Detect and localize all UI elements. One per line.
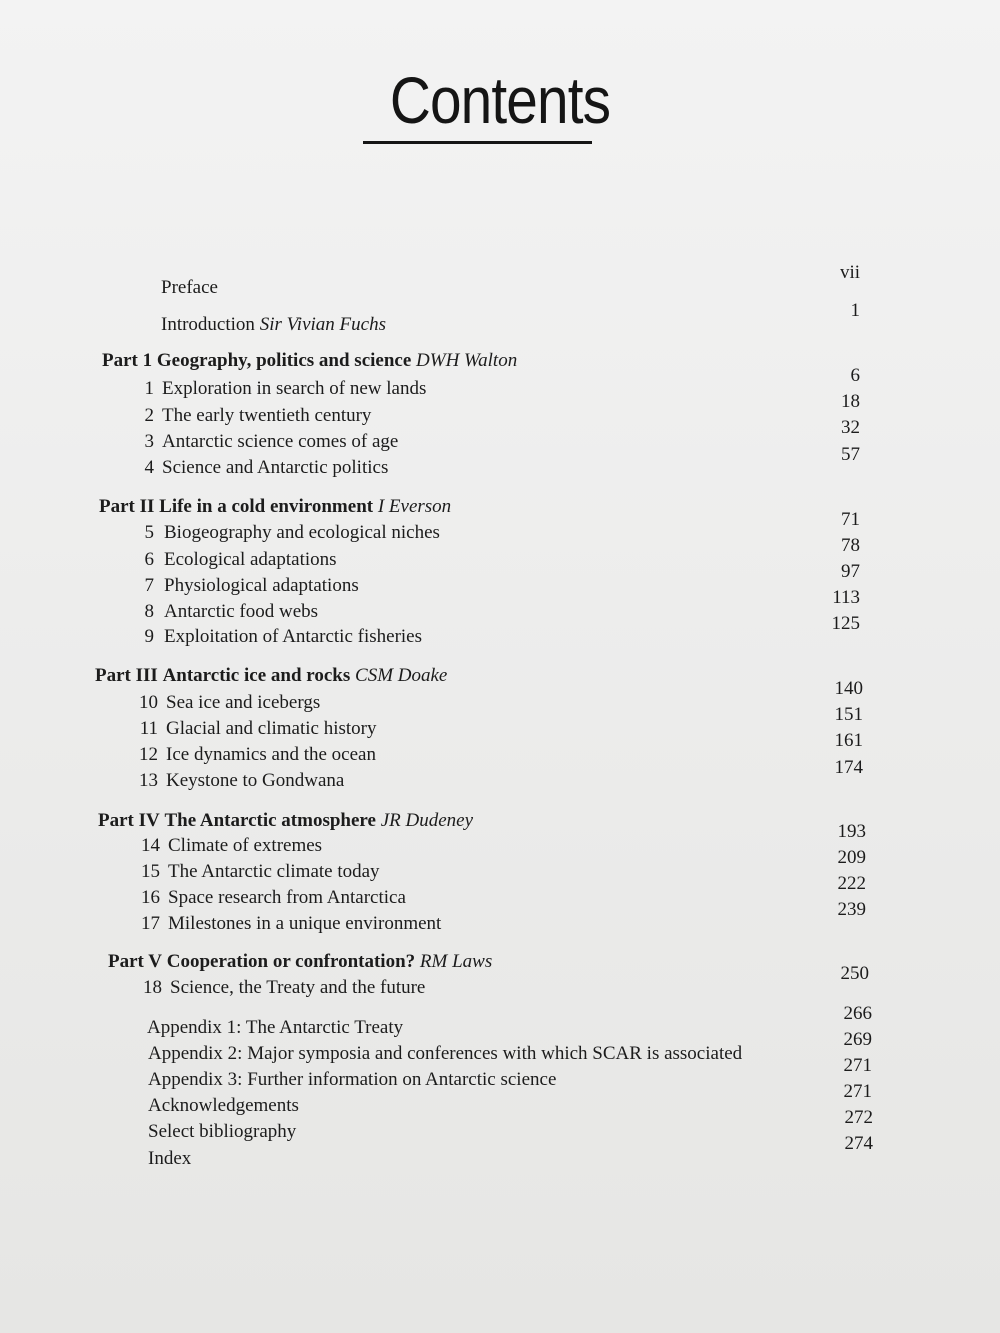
part-label: Part II <box>99 496 155 517</box>
entry-label: Index <box>148 1148 192 1169</box>
part-label: Part IV <box>98 810 160 831</box>
chapter-number: 17 <box>141 913 160 934</box>
toc-entry-appendix-1[interactable] <box>147 1015 403 1041</box>
page-number: 1 <box>850 300 860 321</box>
part-author: CSM Doake <box>355 665 448 686</box>
page-number: 174 <box>834 757 863 778</box>
chapter-title: Sea ice and icebergs <box>166 692 321 713</box>
chapter-title: Ecological adaptations <box>164 549 337 570</box>
page-number: 151 <box>834 704 863 725</box>
part-title: Geography, politics and science <box>156 350 412 371</box>
chapter-number: 18 <box>143 977 162 998</box>
chapter-number: 12 <box>139 744 158 765</box>
entry-label: Introduction <box>161 314 255 335</box>
page-number: 266 <box>843 1003 872 1024</box>
page-number: 71 <box>841 509 860 530</box>
chapter-number: 9 <box>144 626 154 647</box>
part-author: JR Dudeney <box>380 810 473 831</box>
title-underline <box>363 141 592 144</box>
part-label: Part III <box>95 665 158 686</box>
part-heading-2[interactable] <box>99 494 451 520</box>
part-label: Part 1 <box>102 350 153 371</box>
part-title: Antarctic ice and rocks <box>162 665 351 686</box>
part-heading-1[interactable] <box>102 348 517 374</box>
page-number: 271 <box>843 1081 872 1102</box>
part-label: Part V <box>108 951 162 972</box>
chapter-title: Space research from Antarctica <box>168 887 406 908</box>
page-number: 57 <box>841 444 860 465</box>
part-title: The Antarctic atmosphere <box>164 810 376 831</box>
part-author: RM Laws <box>419 951 493 972</box>
chapter-title: Antarctic science comes of age <box>162 431 399 452</box>
entry-label: Acknowledgements <box>148 1095 299 1116</box>
chapter-number: 2 <box>144 405 154 426</box>
toc-entry-appendix-2[interactable] <box>148 1041 742 1067</box>
page-number: 18 <box>841 391 860 412</box>
chapter-number: 11 <box>139 718 158 739</box>
page-number: 161 <box>834 730 863 751</box>
chapter-title: Milestones in a unique environment <box>168 913 442 934</box>
chapter-title: Keystone to Gondwana <box>166 770 345 791</box>
page-number: 274 <box>844 1133 873 1154</box>
page-number: 222 <box>837 873 866 894</box>
page-number: 269 <box>843 1029 872 1050</box>
entry-label: Preface <box>161 277 218 298</box>
chapter-number: 8 <box>144 601 154 622</box>
chapter-title: Exploration in search of new lands <box>162 378 427 399</box>
page-number: 140 <box>834 678 863 699</box>
entry-author: Sir Vivian Fuchs <box>259 314 386 335</box>
part-author: I Everson <box>377 496 452 517</box>
page-number: 250 <box>840 963 869 984</box>
page-number: 113 <box>832 587 860 608</box>
chapter-title: Antarctic food webs <box>164 601 319 622</box>
chapter-number: 10 <box>139 692 158 713</box>
part-title: Cooperation or confrontation? <box>166 951 416 972</box>
part-title: Life in a cold environment <box>159 496 374 517</box>
entry-label: Select bibliography <box>148 1121 297 1142</box>
entry-label: Appendix 2: Major symposia and conferences with which SCAR is associated <box>148 1043 743 1064</box>
page-number: 78 <box>841 535 860 556</box>
chapter-title: Ice dynamics and the ocean <box>166 744 376 765</box>
chapter-title: Science, the Treaty and the future <box>170 977 426 998</box>
page-number: 125 <box>831 613 860 634</box>
page-number: 6 <box>850 365 860 386</box>
toc-entry-bibliography[interactable] <box>148 1119 296 1145</box>
page-number: 209 <box>837 847 866 868</box>
chapter-number: 4 <box>144 457 154 478</box>
chapter-title: Climate of extremes <box>168 835 323 856</box>
chapter-number: 3 <box>144 431 154 452</box>
entry-label: Appendix 1: The Antarctic Treaty <box>147 1017 404 1038</box>
chapter-title: Science and Antarctic politics <box>162 457 389 478</box>
chapter-title: The early twentieth century <box>162 405 372 426</box>
toc-entry-index[interactable] <box>148 1146 191 1172</box>
page-title: Contents <box>389 63 611 137</box>
chapter-number: 15 <box>141 861 160 882</box>
chapter-title: Biogeography and ecological niches <box>164 522 440 543</box>
chapter-number: 16 <box>141 887 160 908</box>
chapter-title: Physiological adaptations <box>164 575 359 596</box>
part-heading-3[interactable] <box>95 663 447 689</box>
toc-entry-introduction[interactable] <box>161 312 386 338</box>
page-number: 271 <box>843 1055 872 1076</box>
part-heading-5[interactable] <box>108 949 492 975</box>
page-number: 97 <box>841 561 860 582</box>
page-number: 193 <box>837 821 866 842</box>
chapter-title: Exploitation of Antarctic fisheries <box>164 626 423 647</box>
toc-entry-preface[interactable] <box>161 275 218 301</box>
chapter-number: 13 <box>139 770 158 791</box>
chapter-number: 14 <box>141 835 160 856</box>
part-heading-4[interactable] <box>98 808 473 834</box>
chapter-title: The Antarctic climate today <box>168 861 380 882</box>
entry-label: Appendix 3: Further information on Antarctic science <box>148 1069 557 1090</box>
page-number: vii <box>839 262 860 283</box>
page-number: 32 <box>841 417 860 438</box>
chapter-number: 7 <box>144 575 154 596</box>
chapter-number: 6 <box>144 549 154 570</box>
chapter-number: 5 <box>144 522 154 543</box>
toc-entry-acknowledgements[interactable] <box>148 1093 299 1119</box>
chapter-title: Glacial and climatic history <box>166 718 377 739</box>
chapter-number: 1 <box>144 378 154 399</box>
toc-entry-appendix-3[interactable] <box>148 1067 556 1093</box>
page-number: 239 <box>837 899 866 920</box>
page-number: 272 <box>844 1107 873 1128</box>
part-author: DWH Walton <box>416 350 518 371</box>
